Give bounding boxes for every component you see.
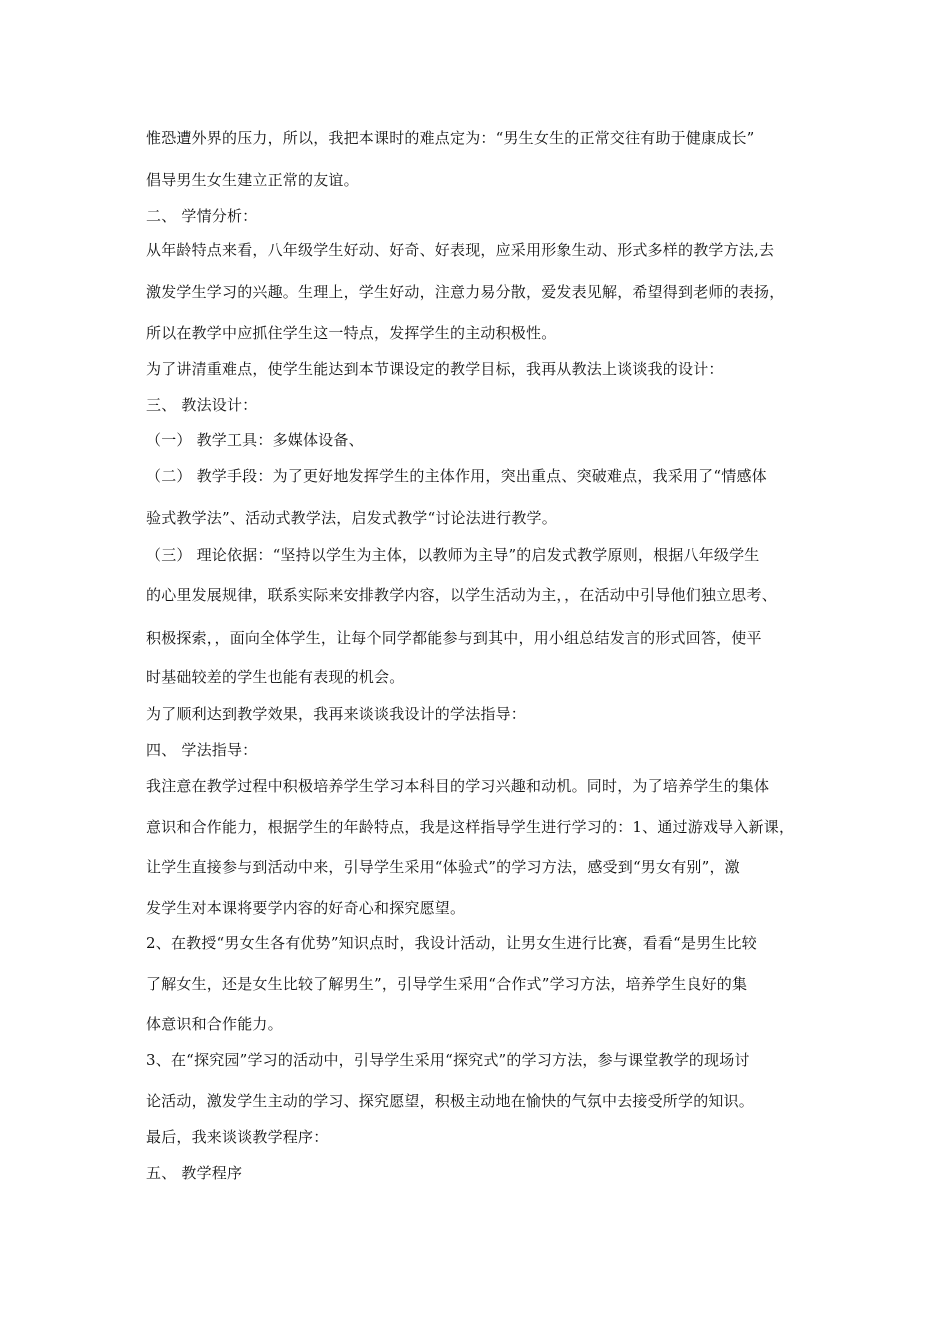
section-heading: 四、 学法指导：: [146, 741, 258, 759]
section-heading: 二、 学情分析：: [146, 207, 258, 225]
text-line: （二） 教学手段：为了更好地发挥学生的主体作用，突出重点、突破难点，我采用了“情感体: [146, 467, 767, 485]
text-line: 让学生直接参与到活动中来，引导学生采用“体验式”的学习方法，感受到“男女有别”，激: [146, 858, 740, 876]
text-line: 最后，我来谈谈教学程序：: [146, 1128, 329, 1146]
text-line: （三） 理论依据：“坚持以学生为主体，以教师为主导”的启发式教学原则，根据八年级学生: [146, 546, 760, 564]
text-line: 论活动，激发学生主动的学习、探究愿望，积极主动地在愉快的气氛中去接受所学的知识。: [146, 1092, 755, 1110]
text-line: 3、在“探究园”学习的活动中，引导学生采用“探究式”的学习方法，参与课堂教学的现场讨: [146, 1051, 750, 1069]
text-line: 积极探索，，面向全体学生，让每个同学都能参与到其中，用小组总结发言的形式回答，使平: [146, 629, 762, 647]
text-line: 体意识和合作能力。: [146, 1015, 283, 1033]
text-line: 惟恐遭外界的压力，所以，我把本课时的难点定为：“男生女生的正常交往有助于健康成长”: [146, 129, 755, 147]
text-line: 的心里发展规律，联系实际来安排教学内容，以学生活动为主，，在活动中引导他们独立思考、: [146, 586, 777, 604]
text-line: 为了顺利达到教学效果，我再来谈谈我设计的学法指导：: [146, 705, 527, 723]
text-line: 意识和合作能力，根据学生的年龄特点，我是这样指导学生进行学习的：1、通过游戏导入新课，: [146, 818, 795, 836]
text-line: 2、在教授“男女生各有优势”知识点时，我设计活动，让男女生进行比赛，看看“是男生比较: [146, 934, 757, 952]
text-line: 所以在教学中应抓住学生这一特点，发挥学生的主动积极性。: [146, 324, 557, 342]
text-line: 倡导男生女生建立正常的友谊。: [146, 171, 359, 189]
section-heading: 三、 教法设计：: [146, 396, 258, 414]
text-line: 了解女生，还是女生比较了解男生”，引导学生采用“合作式”学习方法，培养学生良好的集: [146, 975, 748, 993]
section-heading: 五、 教学程序: [146, 1164, 243, 1182]
text-line: 我注意在教学过程中积极培养学生学习本科目的学习兴趣和动机。同时，为了培养学生的集体: [146, 777, 770, 795]
text-line: 从年龄特点来看，八年级学生好动、好奇、好表现，应采用形象生动、形式多样的教学方法,去: [146, 241, 775, 259]
text-line: 时基础较差的学生也能有表现的机会。: [146, 668, 405, 686]
text-line: 发学生对本课将要学内容的好奇心和探究愿望。: [146, 899, 466, 917]
text-line: 验式教学法”、活动式教学法，启发式教学“讨论法进行教学。: [146, 509, 557, 527]
text-line: 为了讲清重难点，使学生能达到本节课设定的教学目标，我再从教法上谈谈我的设计：: [146, 360, 724, 378]
text-line: 激发学生学习的兴趣。生理上，学生好动，注意力易分散，爱发表见解，希望得到老师的表扬，: [146, 283, 785, 301]
text-line: （一） 教学工具：多媒体设备、: [146, 431, 364, 449]
